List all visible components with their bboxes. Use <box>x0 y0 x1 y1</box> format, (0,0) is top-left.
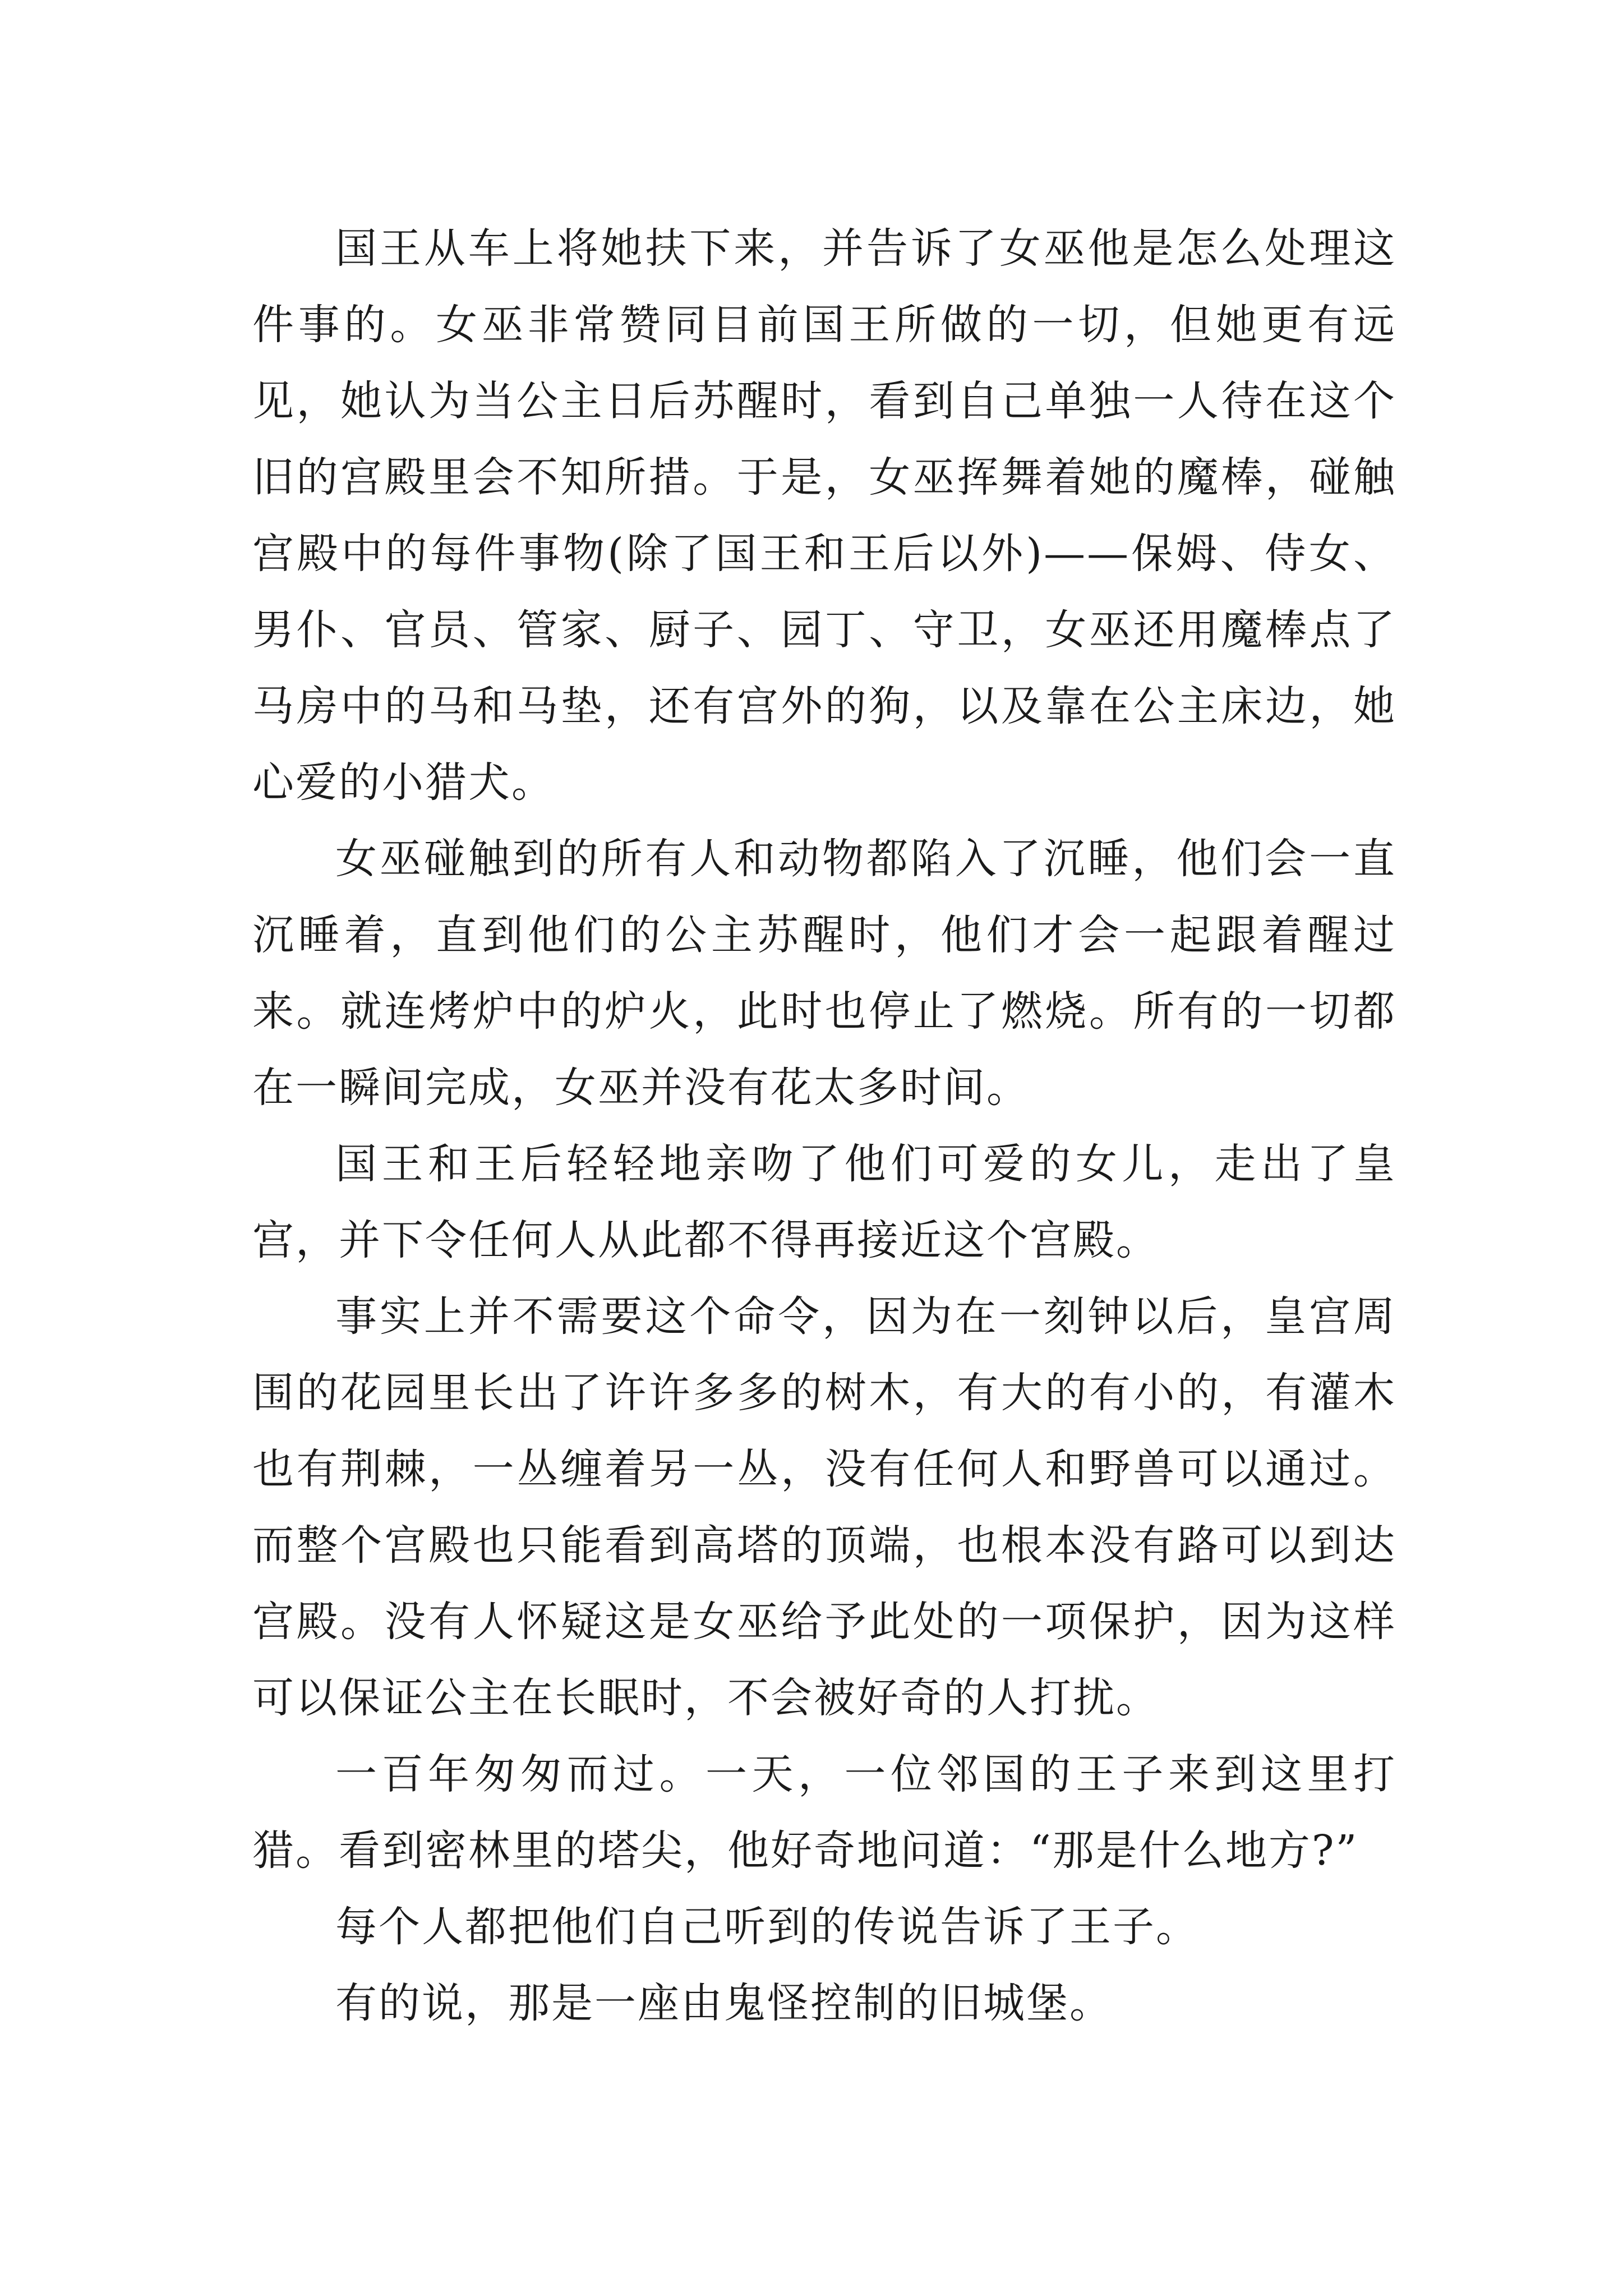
paragraph-6: 每个人都把他们自己听到的传说告诉了王子。 <box>335 1903 1199 1951</box>
paragraph-5: 一百年匆匆而过。一天，一位邻国的王子来到这里打猎。看到密林里的塔尖，他好奇地问道：“那是什么地方?” <box>252 1750 1396 1875</box>
paragraph-1: 国王从车上将她扶下来，并告诉了女巫他是怎么处理这件事的。女巫非常赞同目前国王所做的一切，但她更有远见，她认为当公主日后苏醒时，看到自己单独一人待在这个旧的宫殿里会不知所措。于是，女巫挥舞着她的魔棒，碰触宫殿中的每件事物(除了国王和王后以外)——保姆、侍女、男仆、官员、管家、厨子、园丁、守卫，女巫还用魔棒点了马房中的马和马垫，还有宫外的狗，以及靠在公主床边，她心爱的小猎犬。 <box>252 224 1396 807</box>
document-page <box>252 210 1396 2041</box>
paragraph-7: 有的说，那是一座由鬼怪控制的旧城堡。 <box>335 1979 1113 2027</box>
paragraph-4: 事实上并不需要这个命令，因为在一刻钟以后，皇宫周围的花园里长出了许许多多的树木，有大的有小的，有灌木也有荆棘，一丛缠着另一丛，没有任何人和野兽可以通过。而整个宫殿也只能看到高塔的顶端，也根本没有路可以到达宫殿。没有人怀疑这是女巫给予此处的一项保护，因为这样可以保证公主在长眠时，不会被好奇的人打扰。 <box>252 1292 1396 1722</box>
paragraph-3: 国王和王后轻轻地亲吻了他们可爱的女儿，走出了皇宫，并下令任何人从此都不得再接近这个宫殿。 <box>252 1140 1396 1264</box>
paragraph-2: 女巫碰触到的所有人和动物都陷入了沉睡，他们会一直沉睡着，直到他们的公主苏醒时，他们才会一起跟着醒过来。就连烤炉中的炉火，此时也停止了燃烧。所有的一切都在一瞬间完成，女巫并没有花太多时间。 <box>252 835 1396 1112</box>
